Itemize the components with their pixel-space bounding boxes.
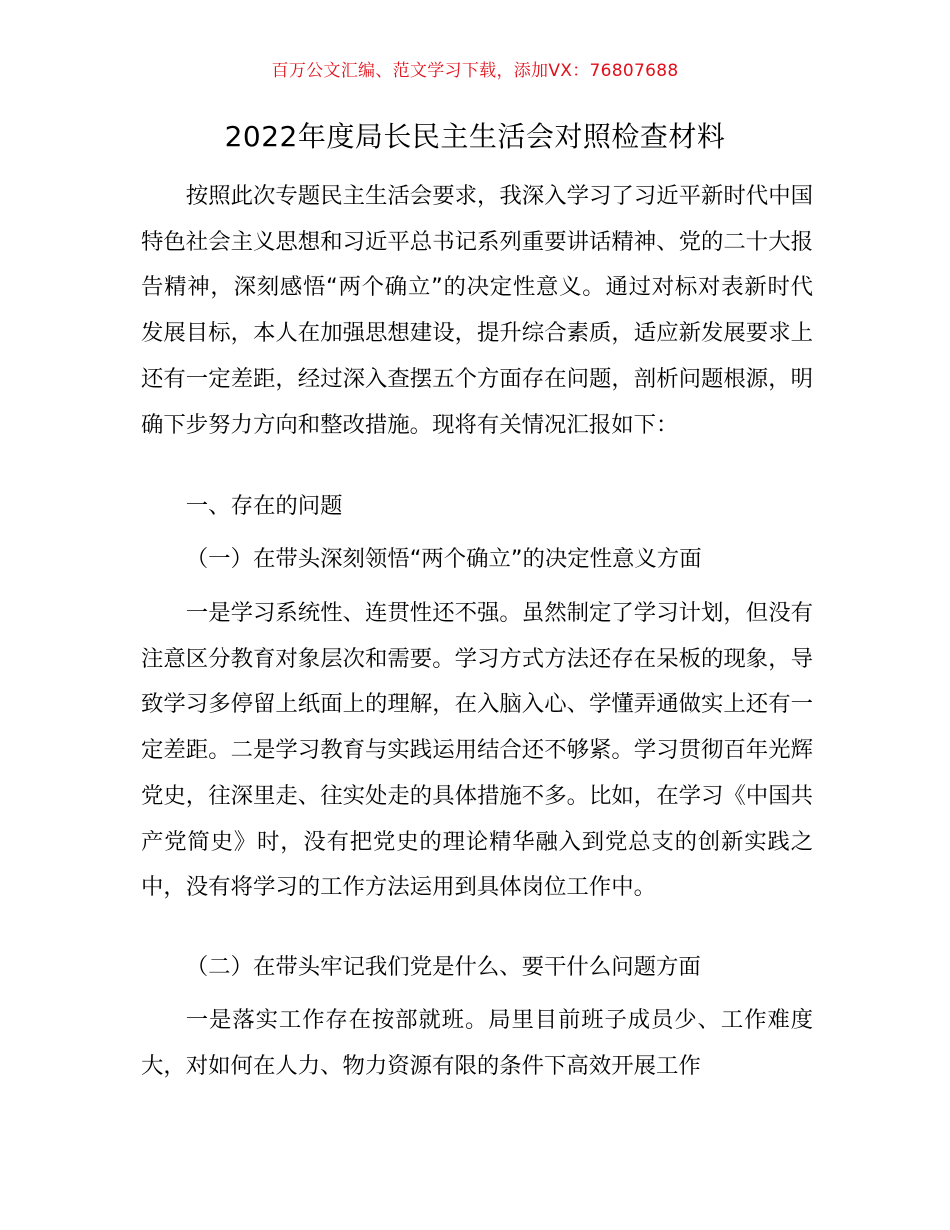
subsection-2-paragraph: 一是落实工作存在按部就班。局里目前班子成员少、工作难度大，对如何在人力、物力资源有限的条件下高效开展工作 [141, 1007, 813, 1079]
subsection-heading-2: （二）在带头牢记我们党是什么、要干什么问题方面 [185, 954, 701, 980]
section-heading-problems: 一、存在的问题 [185, 493, 343, 519]
subsection-1-paragraph: 一是学习系统性、连贯性还不强。虽然制定了学习计划，但没有注意区分教育对象层次和需要。学习方式方法还存在呆板的现象，导致学习多停留上纸面上的理解，在入脑入心、学懂弄通做实上还有一定差距。二是学习教育与实践运用结合还不够紧。学习贯彻百年光辉党史，往深里走、往实处走的具体措施不多。比如，在学习《中国共产党简史》时，没有把党史的理论精华融入到党总支的创新实践之中，没有将学习的工作方法运用到具体岗位工作中。 [141, 600, 813, 901]
subsection-heading-1: （一）在带头深刻领悟“两个确立”的决定性意义方面 [185, 546, 702, 572]
intro-paragraph: 按照此次专题民主生活会要求，我深入学习了习近平新时代中国特色社会主义思想和习近平总书记系列重要讲话精神、党的二十大报告精神，深刻感悟“两个确立”的决定性意义。通过对标对表新时代发展目标，本人在加强思想建设，提升综合素质，适应新发展要求上还有一定差距，经过深入查摆五个方面存在问题，剖析问题根源，明确下步努力方向和整改措施。现将有关情况汇报如下： [141, 183, 813, 438]
watermark-banner: 百万公文汇编、范文学习下载，添加VX：76807688 [271, 61, 679, 81]
document-title: 2022年度局长民主生活会对照检查材料 [224, 120, 726, 153]
